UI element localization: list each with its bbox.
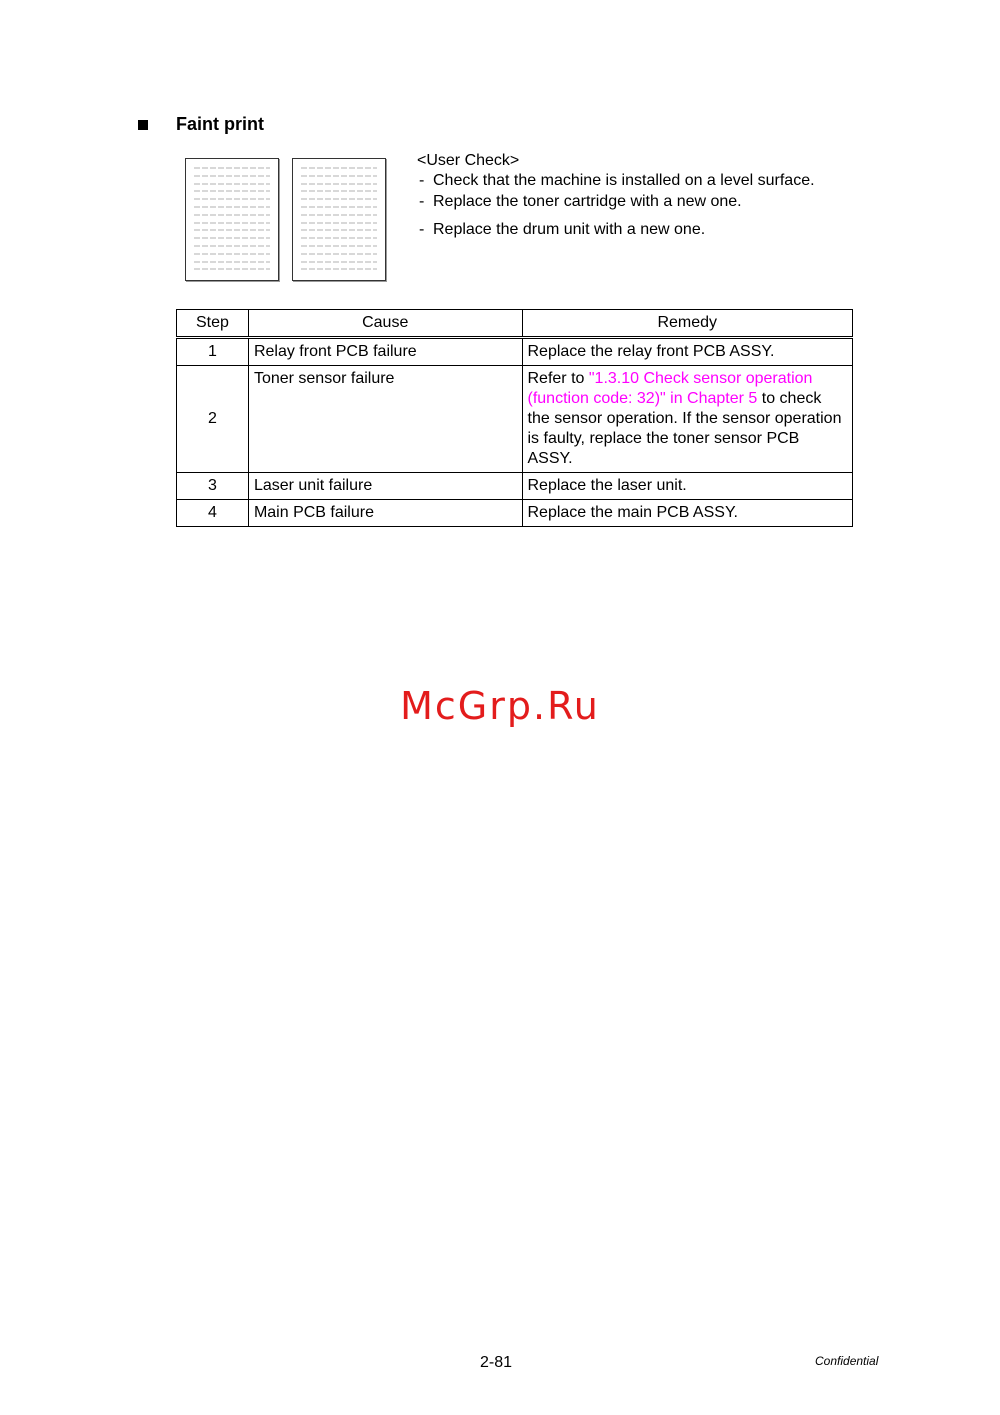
user-check-block (417, 151, 815, 240)
remedy-cell: Replace the laser unit. (522, 473, 853, 500)
step-cell: 1 (177, 338, 249, 366)
table-row (177, 500, 853, 527)
step-cell: 2 (177, 366, 249, 473)
table-row (177, 366, 853, 473)
page-number: 2-81 (480, 1354, 513, 1371)
chapter-reference-link[interactable]: "1.3.10 Check sensor operation (function code: 32)" in Chapter 5 (527, 370, 813, 407)
user-check-item: - Check that the machine is installed on a level surface. (419, 172, 815, 189)
user-check-item: - Replace the toner cartridge with a new one. (419, 193, 742, 210)
sample-text-lines (301, 167, 377, 276)
sample-text-lines (194, 167, 270, 276)
troubleshooting-table (176, 309, 853, 527)
section-heading (138, 114, 264, 135)
cause-cell: Main PCB failure (248, 500, 522, 527)
user-check-title: <User Check> (417, 152, 520, 169)
faint-print-sample-image-1 (185, 158, 279, 281)
header-cause: Cause (248, 310, 522, 338)
header-step: Step (177, 310, 249, 338)
watermark: McGrp.Ru (400, 684, 600, 728)
cause-cell: Relay front PCB failure (248, 338, 522, 366)
table-header-row (177, 310, 853, 338)
step-cell: 3 (177, 473, 249, 500)
cause-cell: Laser unit failure (248, 473, 522, 500)
user-check-item: - Replace the drum unit with a new one. (419, 221, 706, 238)
cause-cell: Toner sensor failure (248, 366, 522, 473)
table-row (177, 338, 853, 366)
section-title: Faint print (176, 114, 264, 134)
remedy-cell: Replace the main PCB ASSY. (522, 500, 853, 527)
step-cell: 4 (177, 500, 249, 527)
remedy-cell: Refer to "1.3.10 Check sensor operation (function code: 32)" in Chapter 5 to check the sensor operation. If the sensor operation is faulty, replace the toner sensor PCB ASSY. (522, 366, 853, 473)
header-remedy: Remedy (522, 310, 853, 338)
remedy-cell: Replace the relay front PCB ASSY. (522, 338, 853, 366)
square-bullet-icon (138, 120, 148, 130)
faint-print-sample-image-2 (292, 158, 386, 281)
confidential-label: Confidential (815, 1354, 879, 1368)
table-row (177, 473, 853, 500)
